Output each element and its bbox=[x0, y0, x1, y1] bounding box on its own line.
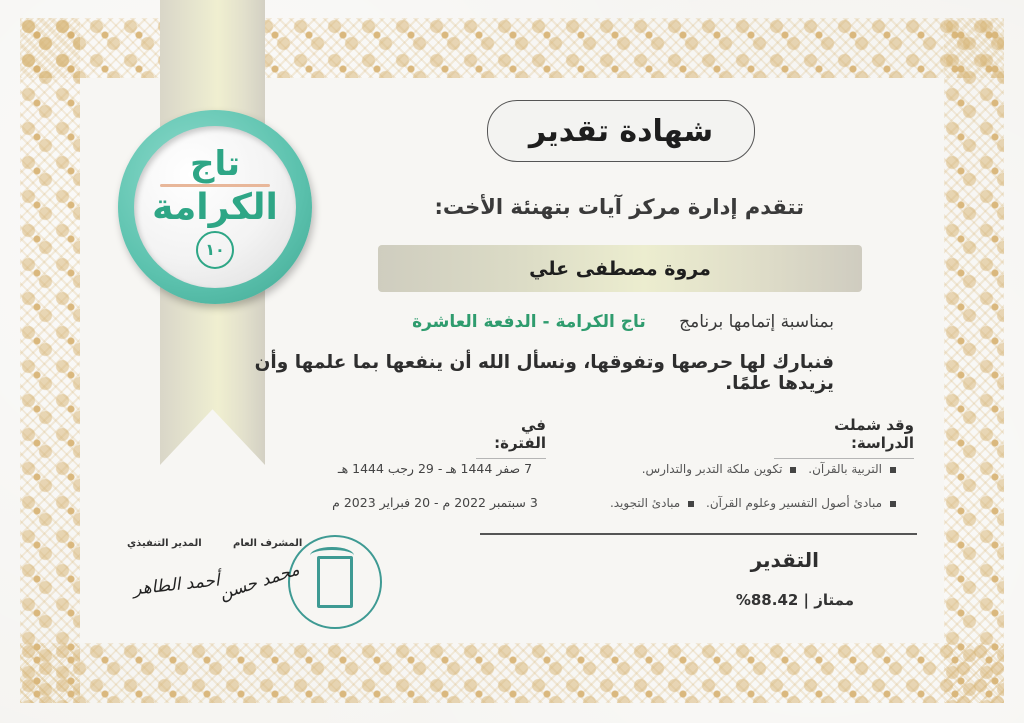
center-seal-logo-icon bbox=[288, 535, 382, 629]
program-name: تاج الكرامة - الدفعة العاشرة bbox=[412, 312, 646, 332]
study-topic: مبادئ أصول التفسير وعلوم القرآن. bbox=[706, 496, 882, 510]
executive-director-label: المدير التنفيذي bbox=[127, 538, 202, 549]
general-supervisor-label: المشرف العام bbox=[233, 538, 303, 549]
ornamental-border-left bbox=[20, 18, 80, 703]
medal-title-line1: تاج bbox=[189, 143, 241, 184]
certificate-title: شهادة تقدير bbox=[528, 113, 714, 149]
ornamental-border-bottom bbox=[20, 643, 1004, 703]
medal-title-line2: الكرامة bbox=[152, 186, 278, 228]
study-row bbox=[564, 486, 904, 520]
study-row bbox=[564, 452, 904, 486]
study-topics-list bbox=[564, 452, 904, 520]
bullet-icon bbox=[688, 501, 694, 507]
program-medal-badge bbox=[118, 110, 312, 304]
bullet-icon bbox=[890, 501, 896, 507]
period-heading: في الفترة: bbox=[476, 416, 546, 459]
period-gregorian: 3 سبتمبر 2022 م - 20 فبراير 2023 م bbox=[332, 495, 538, 510]
study-topic: مبادئ التجويد. bbox=[609, 496, 681, 510]
general-supervisor-signature: محمد حسن bbox=[216, 559, 302, 605]
study-topic: التربية بالقرآن. bbox=[808, 462, 882, 476]
medal-face bbox=[134, 126, 296, 288]
study-heading: وقد شملت الدراسة: bbox=[774, 416, 914, 459]
quran-stand-icon bbox=[317, 556, 353, 608]
occasion-line bbox=[274, 312, 834, 332]
period-dates bbox=[305, 452, 565, 520]
intro-text: تتقدم إدارة مركز آيات بتهنئة الأخت: bbox=[434, 195, 804, 219]
occasion-prefix: بمناسبة إتمامها برنامج bbox=[679, 312, 834, 332]
grade-value: ممتاز | 88.42% bbox=[735, 591, 854, 609]
bullet-icon bbox=[890, 467, 896, 473]
recipient-name: مروة مصطفى علي bbox=[529, 257, 711, 280]
period-hijri: 7 صفر 1444 هـ - 29 رجب 1444 هـ bbox=[337, 461, 533, 476]
grade-divider bbox=[480, 533, 917, 535]
recipient-name-bar bbox=[378, 245, 862, 292]
grade-label: التقدير bbox=[750, 548, 819, 572]
executive-director-signature: أحمد الطاهر bbox=[132, 570, 221, 600]
medal-batch-number: ١٠ bbox=[196, 231, 234, 269]
study-topic: تكوين ملكة التدبر والتدارس. bbox=[641, 462, 783, 476]
certificate-title-box bbox=[487, 100, 755, 162]
blessing-text: فنبارك لها حرصها وتفوقها، ونسأل الله أن ينفعها بما علمها وأن يزيدها علمًا. bbox=[254, 352, 834, 394]
bullet-icon bbox=[790, 467, 796, 473]
ornamental-border-right bbox=[944, 18, 1004, 703]
